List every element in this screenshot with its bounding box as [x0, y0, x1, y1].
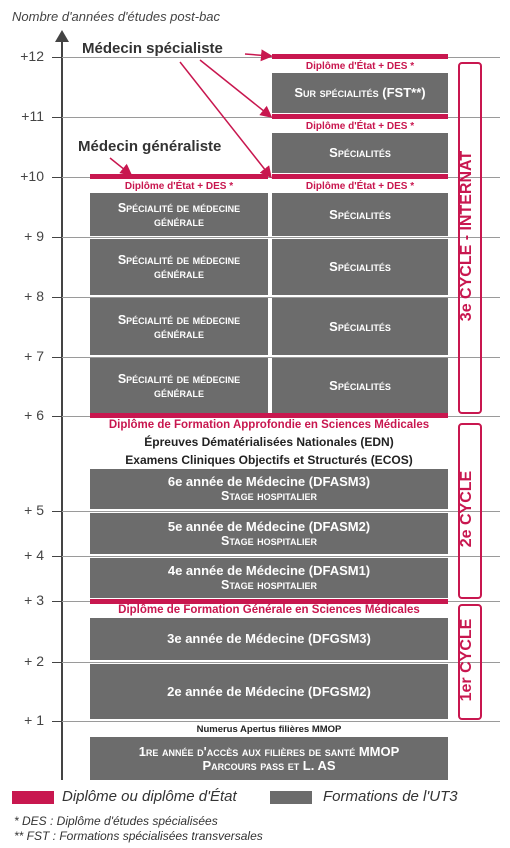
dfasm-diploma-label: Diplôme de Formation Approfondie en Sciences Médicales: [108, 419, 430, 431]
specialite-mg-text: Spécialité de médecine générale: [117, 200, 241, 229]
year5-stage: Stage hospitalier: [221, 533, 317, 548]
y-tick-label: + 7: [24, 348, 44, 364]
diploma-bar-10-left: [90, 174, 268, 179]
specialites-text: Spécialités: [329, 206, 391, 222]
year4-title: 4e année de Médecine (DFASM1): [167, 563, 371, 578]
mg-box-8: [90, 239, 268, 295]
legend-formations-swatch: [270, 791, 312, 804]
diploma-label-11: Diplôme d'État + DES *: [305, 121, 415, 132]
cycle2-label: 2e CYCLE: [458, 470, 475, 548]
year4-stage: Stage hospitalier: [221, 578, 317, 592]
cycle3-label: 3e CYCLE - INTERNAT: [458, 150, 475, 322]
specialist-label: Médecin spécialiste: [82, 40, 223, 57]
specialist-arrow-1: [245, 54, 270, 56]
y-tick-label: +10: [20, 168, 44, 184]
edn-label: Épreuves Dématérialisées Nationales (EDN): [144, 435, 394, 449]
year5-title: 5e année de Médecine (DFASM2): [167, 518, 371, 534]
diploma-bar-11: [272, 114, 448, 119]
year4-box: [90, 558, 448, 598]
specialites-box-7: [272, 298, 448, 355]
year1-subtitle: Parcours pass et L. AS: [202, 757, 336, 773]
y-tick-label: + 5: [24, 502, 44, 518]
y-tick-label: + 8: [24, 288, 44, 304]
year1-box: [90, 737, 448, 780]
specialites-box-8: [272, 239, 448, 295]
y-tick-label: + 2: [24, 653, 44, 669]
y-tick-label: + 1: [24, 712, 44, 728]
year2-title: 2e année de Médecine (DFGSM2): [167, 683, 371, 699]
diploma-label-10-right: Diplôme d'État + DES *: [305, 181, 415, 192]
specialist-arrow-2: [200, 60, 270, 116]
specialites-text: Spécialités: [329, 259, 391, 274]
specialite-mg-text: Spécialité de médecine générale: [117, 371, 241, 400]
sur-specialites-text: Sur spécialités (FST**): [294, 85, 426, 100]
specialites-box-9: [272, 193, 448, 236]
year6-box: [90, 469, 448, 509]
generalist-arrow: [110, 158, 130, 174]
y-tick-label: + 3: [24, 592, 44, 608]
y-tick-label: +11: [21, 108, 44, 124]
mg-box-7: [90, 298, 268, 355]
dfgsm-diploma-label: Diplôme de Formation Générale en Sciences Médicales: [118, 604, 420, 616]
diploma-bar-12: [272, 54, 448, 59]
specialites-box-11: [272, 133, 448, 173]
year1-title: 1re année d'accès aux filières de santé MMOP: [138, 743, 400, 759]
specialites-box-6: [272, 358, 448, 413]
year2-box: [90, 664, 448, 719]
mg-box-6: [90, 358, 268, 413]
specialites-text: Spécialités: [329, 377, 391, 393]
generalist-label: Médecin généraliste: [78, 138, 222, 155]
dfasm-diploma-bar: [90, 413, 448, 418]
footnote-des: * DES : Diplôme d'études spécialisées: [14, 814, 218, 828]
legend-diploma-swatch: [12, 791, 54, 804]
year5-box: [90, 513, 448, 554]
year3-box: [90, 618, 448, 660]
mg-box-9: [90, 193, 268, 236]
specialite-mg-text: Spécialité de médecine générale: [117, 312, 241, 341]
y-tick-label: + 4: [24, 547, 44, 563]
y-tick-label: + 9: [24, 228, 44, 244]
diploma-label-12: Diplôme d'État + DES *: [305, 61, 415, 72]
year3-title: 3e année de Médecine (DFGSM3): [167, 631, 371, 646]
specialite-mg-text: Spécialité de médecine générale: [117, 253, 241, 281]
footnote-fst: ** FST : Formations spécialisées transversales: [14, 829, 263, 843]
cycle1-label: 1er CYCLE: [458, 618, 475, 702]
legend-formations-text: Formations de l'UT3: [323, 788, 458, 805]
specialites-text: Spécialités: [329, 318, 391, 334]
y-tick-label: +12: [20, 48, 44, 64]
year6-stage: Stage hospitalier: [221, 489, 317, 503]
sur-specialites-box: [272, 73, 448, 113]
y-tick-label: + 6: [24, 407, 44, 423]
year6-title: 6e année de Médecine (DFASM3): [167, 474, 371, 489]
ecos-label: Examens Cliniques Objectifs et Structurés (ECOS): [125, 453, 413, 467]
diploma-label-10-left: Diplôme d'État + DES *: [124, 181, 234, 192]
legend-diploma-text: Diplôme ou diplôme d'État: [62, 788, 237, 805]
specialites-text: Spécialités: [329, 145, 391, 160]
numerus-label: Numerus Apertus filières MMOP: [196, 724, 342, 735]
y-axis-title: Nombre d'années d'études post-bac: [12, 9, 221, 24]
diploma-bar-10-right: [272, 174, 448, 179]
